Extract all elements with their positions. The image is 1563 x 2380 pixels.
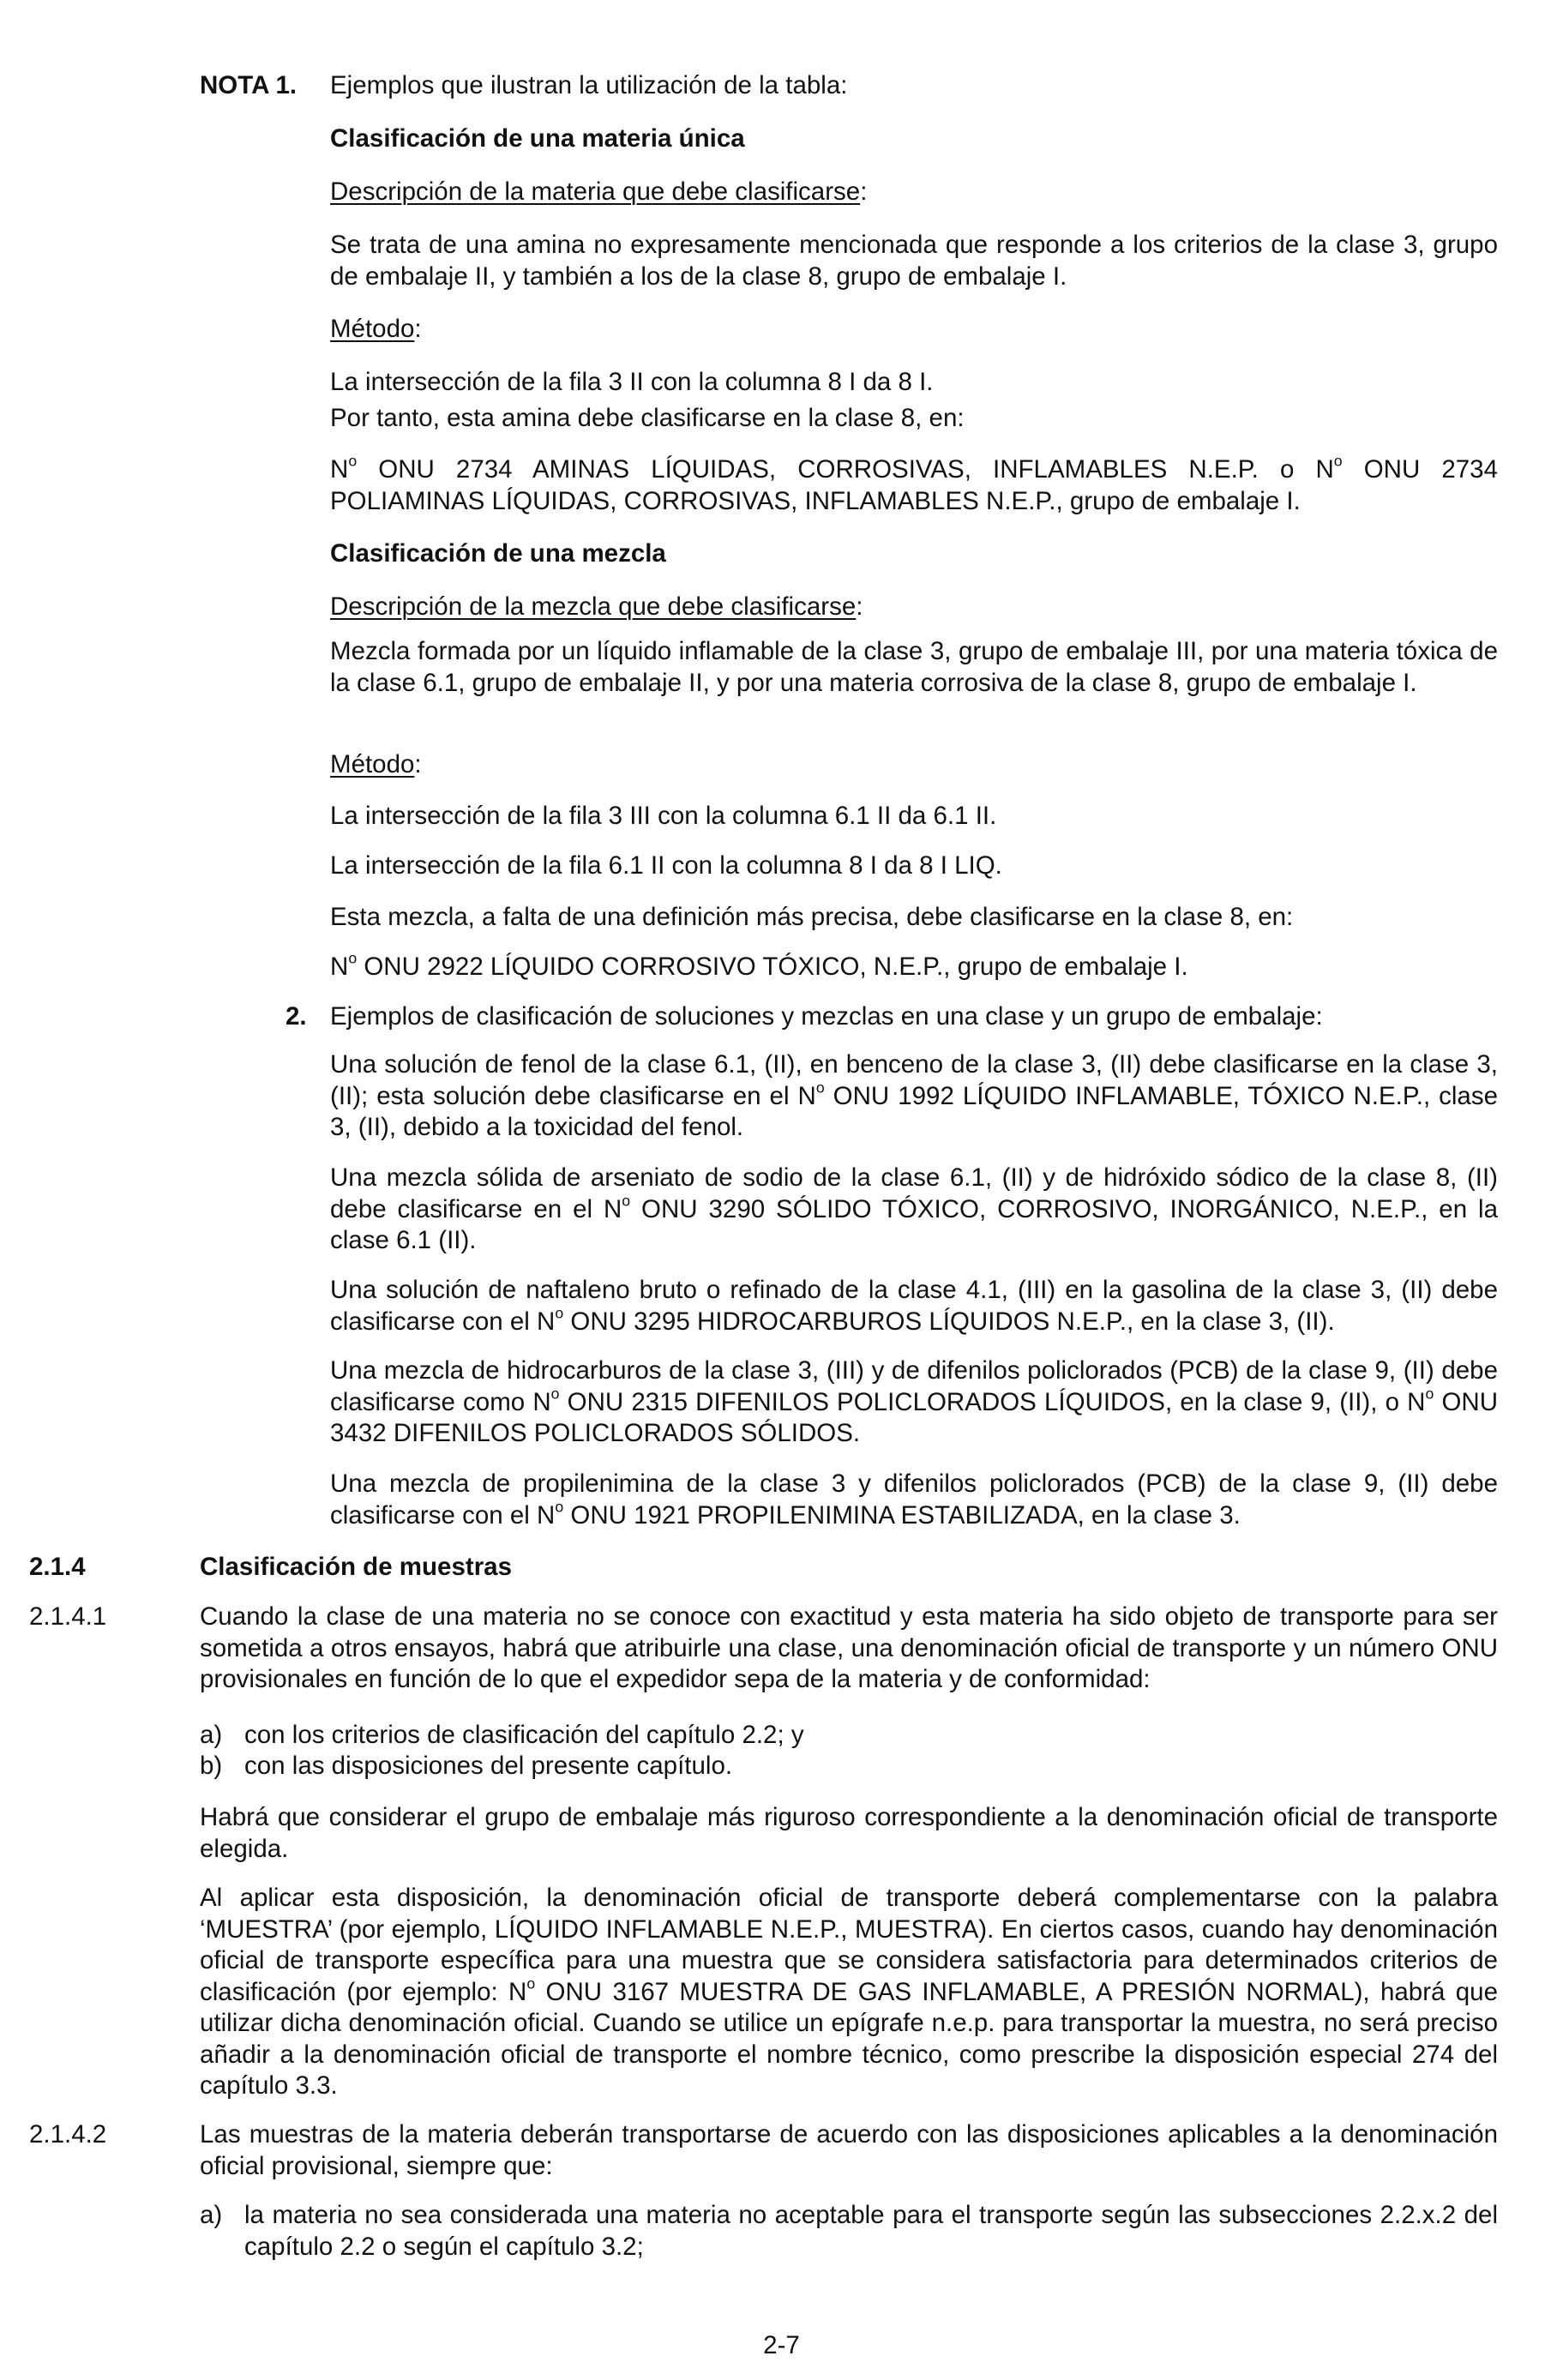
mixture-un-entry: $N^o$ ONU 2922 LÍQUIDO CORROSIVO TÓXICO, N.E.P., grupo de embalaje I.: [330, 949, 1188, 981]
mixture-description-text: Mezcla formada por un líquido inflamable de la clase 3, grupo de embalaje III, por una materia tóxica de la clase 6.1, grupo de embalaje II, y por una materia corrosiva de la clase 8, grupo de embalaje I.: [330, 637, 1498, 697]
list-text-b: con las disposiciones del presente capítulo.: [244, 1752, 733, 1780]
single-description-text: Se trata de una amina no expresamente mencionada que responde a los criterios de la clase 3, grupo de embalaje II, y también a los de la clase 8, grupo de embalaje I.: [330, 231, 1498, 291]
single-therefore-text: Por tanto, esta amina debe clasificarse en la clase 8, en:: [330, 404, 965, 432]
item-2-title: Ejemplos de clasificación de soluciones y mezclas en una clase y un grupo de embalaje:: [330, 1002, 1323, 1031]
single-un-entry: $N^o$ ONU 2734 AMINAS LÍQUIDAS, CORROSIVAS, INFLAMABLES N.E.P. o $N^o$ ONU 2734 POLIAMINAS LÍQUIDAS, CORROSIVAS, INFLAMABLES N.E.P., grupo de embalaje I.: [330, 452, 1498, 515]
mixture-method-label: Método:: [330, 750, 422, 778]
mixture-method-line-1: La intersección de la fila 3 III con la columna 6.1 II da 6.1 II.: [330, 802, 997, 830]
list-text-a-2: la materia no sea considerada una materia no aceptable para el transporte según las subsecciones 2.2.x.2 del capítulo 2.2 o según el capítulo 3.2;: [244, 2201, 1498, 2261]
single-description-label: Descripción de la materia que debe clasificarse:: [330, 177, 868, 206]
single-method-text: La intersección de la fila 3 II con la columna 8 I da 8 I.: [330, 368, 934, 396]
heading-mixture: Clasificación de una mezcla: [330, 539, 666, 568]
note-intro: Ejemplos que ilustran la utilización de la tabla:: [330, 71, 848, 99]
item-2-number: 2.: [286, 1002, 307, 1031]
section-2-1-4-1-paragraph-3: Al aplicar esta disposición, la denominación oficial de transporte deberá complementarse con la palabra ‘MUESTRA’ (por ejemplo, LÍQUIDO INFLAMABLE N.E.P., MUESTRA). En ciertos casos, cuando hay denominación oficial de transporte específica para una muestra que se considera satisfactoria para determinados criterios de clasificación (por ejemplo: $N^o$ ONU 3167 MUESTRA DE GAS INFLAMABLE, A PRESIÓN NORMAL), habrá que utilizar dicha denominación oficial. Cuando se utilice un epígrafe n.e.p. para transportar la muestra, no será preciso añadir a la denominación oficial de transporte el nombre técnico, como prescribe la disposición especial 274 del capítulo 3.3.: [200, 1884, 1498, 2100]
list-item-a-2: [200, 2200, 1498, 2263]
section-2-1-4-1-paragraph-2: Habrá que considerar el grupo de embalaje más riguroso correspondiente a la denominación oficial de transporte elegida.: [200, 1803, 1498, 1863]
section-2-1-4-1-number: 2.1.4.1: [29, 1602, 107, 1631]
mixture-conclusion: Esta mezcla, a falta de una definición más precisa, debe clasificarse en la clase 8, en:: [330, 903, 1294, 931]
note-label: NOTA 1.: [200, 71, 298, 99]
section-2-1-4-1-paragraph-1: Cuando la clase de una materia no se conoce con exactitud y esta materia ha sido objeto de transporte para ser sometida a otros ensayos, habrá que atribuirle una clase, una denominación oficial de transporte y un número ONU provisionales en función de lo que el expedidor sepa de la materia y de conformidad:: [200, 1602, 1498, 1693]
heading-single-substance: Clasificación de una materia única: [330, 124, 745, 153]
section-2-1-4-title: Clasificación de muestras: [200, 1553, 512, 1581]
list-item-a: [200, 1720, 1498, 1752]
item-2-example-2: Una mezcla sólida de arseniato de sodio de la clase 6.1, (II) y de hidróxido sódico de la clase 8, (II) debe clasificarse en el $N^o$ ONU 3290 SÓLIDO TÓXICO, CORROSIVO, INORGÁNICO, N.E.P., en la clase 6.1 (II).: [330, 1163, 1498, 1254]
mixture-method-line-2: La intersección de la fila 6.1 II con la columna 8 I da 8 I LIQ.: [330, 851, 1002, 880]
list-text-a: con los criterios de clasificación del capítulo 2.2; y: [244, 1721, 804, 1749]
list-item-b: [200, 1751, 1498, 1782]
item-2-example-5: Una mezcla de propilenimina de la clase 3 y difenilos policlorados (PCB) de la clase 9, (II) debe clasificarse con el $N^o$ ONU 1921 PROPILENIMINA ESTABILIZADA, en la clase 3.: [330, 1469, 1498, 1530]
mixture-description-label: Descripción de la mezcla que debe clasificarse:: [330, 592, 863, 621]
single-method-label: Método:: [330, 315, 422, 343]
list-marker-a-2: a): [200, 2201, 223, 2229]
list-marker-a: a): [200, 1721, 223, 1749]
section-2-1-4-2-number: 2.1.4.2: [29, 2120, 107, 2149]
item-2-example-1: Una solución de fenol de la clase 6.1, (II), en benceno de la clase 3, (II) debe clasificarse en la clase 3, (II); esta solución debe clasificarse en el $N^o$ ONU 1992 LÍQUIDO INFLAMABLE, TÓXICO N.E.P., clase 3, (II), debido a la toxicidad del fenol.: [330, 1050, 1498, 1141]
section-2-1-4-2-paragraph: Las muestras de la materia deberán transportarse de acuerdo con las disposiciones aplicables a la denominación oficial provisional, siempre que:: [200, 2120, 1498, 2180]
item-2-example-4: Una mezcla de hidrocarburos de la clase 3, (III) y de difenilos policlorados (PCB) de la clase 9, (II) debe clasificarse como $N^o$ ONU 2315 DIFENILOS POLICLORADOS LÍQUIDOS, en la clase 9, (II), o $N^o$ ONU 3432 DIFENILOS POLICLORADOS SÓLIDOS.: [330, 1356, 1499, 1447]
page-number: 2-7: [763, 2331, 800, 2359]
item-2-example-3: Una solución de naftaleno bruto o refinado de la clase 4.1, (III) en la gasolina de la clase 3, (II) debe clasificarse con el $N^o$ ONU 3295 HIDROCARBUROS LÍQUIDOS N.E.P., en la clase 3, (II).: [330, 1276, 1498, 1336]
list-marker-b: b): [200, 1752, 223, 1780]
section-2-1-4-number: 2.1.4: [29, 1553, 86, 1581]
